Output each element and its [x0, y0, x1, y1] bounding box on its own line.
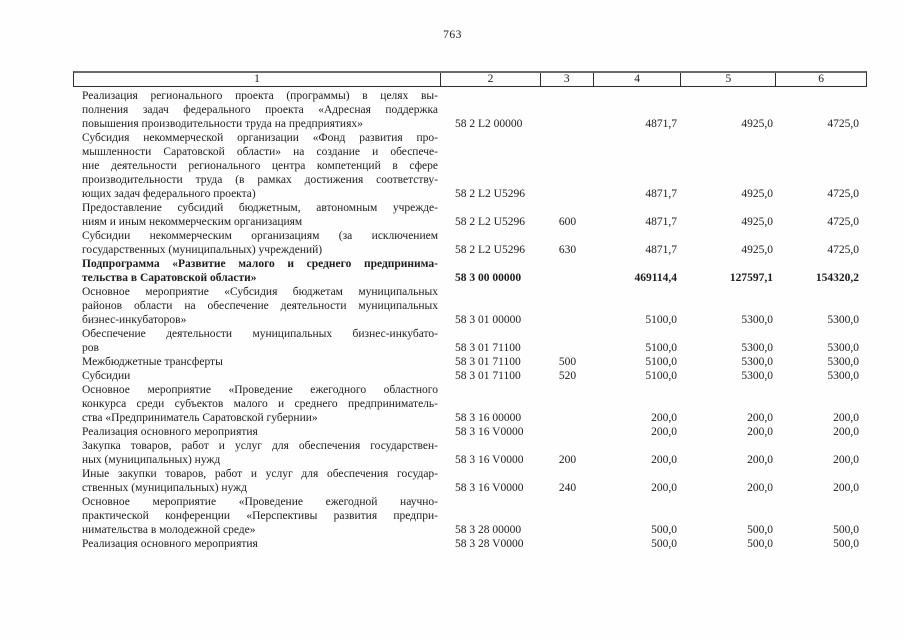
row-amount-col5: 4925,0	[741, 216, 773, 228]
row-label-line: мышленности Саратовской области» на создание и обеспече-	[82, 146, 438, 158]
row-label-line: Основное мероприятие «Проведение ежегодного областного	[82, 384, 438, 396]
row-amount-col4: 5100,0	[645, 342, 677, 354]
row-label-line: Обеспечение деятельности муниципальных бизнес-инкубато-	[82, 328, 438, 340]
row-label	[73, 355, 441, 369]
row-expense-type-code: 240	[558, 482, 577, 494]
row-amount-col6: 4725,0	[827, 118, 859, 130]
row-target-article-code: 58 3 16 V0000	[455, 482, 524, 494]
header-cell-3: 3	[541, 73, 594, 86]
row-amount-col5: 200,0	[747, 412, 773, 424]
row-label-line: районов области на обеспечение деятельности муниципальных	[82, 300, 438, 312]
row-amount-col4: 5100,0	[645, 356, 677, 368]
row-target-article-code: 58 3 00 00000	[455, 272, 522, 284]
row-amount-col5: 4925,0	[741, 188, 773, 200]
row-label	[73, 229, 441, 257]
row-label	[73, 285, 441, 327]
row-label-line: ственных (муниципальных) нужд	[82, 482, 247, 494]
row-amount-col4: 469114,4	[634, 272, 677, 284]
row-label	[73, 425, 441, 439]
page-number: 763	[443, 29, 462, 41]
row-label-line: ства «Предприниматель Саратовской губернии»	[82, 412, 318, 424]
row-label-line: производительности труда (в рамках достижения соответству-	[82, 174, 438, 186]
row-expense-type-code: 630	[558, 244, 577, 256]
row-expense-type-code: 200	[558, 454, 577, 466]
row-amount-col4: 4871,7	[645, 188, 677, 200]
row-target-article-code: 58 3 01 71100	[455, 342, 521, 354]
row-amount-col6: 500,0	[833, 524, 859, 536]
row-label-line: Субсидия некоммерческой организации «Фонд развития про-	[82, 132, 438, 144]
table-row	[73, 257, 867, 285]
row-label-line: ниям и иным некоммерческим организациям	[82, 216, 303, 228]
row-target-article-code: 58 3 16 V0000	[455, 426, 524, 438]
row-label-line: полнения задач федерального проекта «Адресная поддержка	[82, 104, 438, 116]
row-label-line: Основное мероприятие «Субсидия бюджетам муниципальных	[82, 286, 438, 298]
row-amount-col4: 200,0	[651, 412, 677, 424]
row-amount-col5: 127597,1	[729, 272, 773, 284]
row-amount-col6: 200,0	[833, 426, 859, 438]
row-amount-col6: 4725,0	[827, 244, 859, 256]
row-label	[73, 201, 441, 229]
row-label-line: Субсидии некоммерческим организациям (за исключением	[82, 230, 438, 242]
table-row	[73, 439, 867, 467]
header-cell-5: 5	[681, 73, 776, 86]
row-amount-col5: 200,0	[747, 454, 773, 466]
row-amount-col5: 5300,0	[741, 370, 773, 382]
row-target-article-code: 58 2 L2 U5296	[455, 188, 525, 200]
header-cell-4: 4	[594, 73, 682, 86]
row-label	[73, 537, 441, 551]
row-target-article-code: 58 2 L2 U5296	[455, 216, 525, 228]
row-amount-col4: 200,0	[651, 454, 677, 466]
row-amount-col5: 4925,0	[741, 244, 773, 256]
row-label-line: ров	[82, 342, 99, 354]
row-amount-col5: 200,0	[747, 482, 773, 494]
budget-allocations-table	[73, 71, 867, 551]
table-row	[73, 495, 867, 537]
row-label	[73, 257, 441, 285]
table-row	[73, 383, 867, 425]
row-label-line: Субсидии	[82, 370, 131, 382]
row-label-line: Закупка товаров, работ и услуг для обеспечения государствен-	[82, 440, 438, 452]
row-target-article-code: 58 3 28 00000	[455, 524, 522, 536]
row-amount-col4: 4871,7	[645, 216, 677, 228]
row-amount-col6: 5300,0	[827, 370, 859, 382]
row-amount-col6: 154320,2	[815, 272, 859, 284]
row-amount-col6: 5300,0	[827, 356, 859, 368]
table-row	[73, 467, 867, 495]
row-label-line: ние деятельности регионального центра компетенций в сфере	[82, 160, 438, 172]
row-target-article-code: 58 3 16 00000	[455, 412, 522, 424]
row-amount-col5: 4925,0	[741, 118, 773, 130]
row-label-line: Межбюджетные трансферты	[82, 356, 223, 368]
table-row	[73, 89, 867, 131]
row-amount-col6: 5300,0	[827, 314, 859, 326]
table-row	[73, 369, 867, 383]
row-amount-col5: 500,0	[747, 538, 773, 550]
table-row	[73, 201, 867, 229]
row-label	[73, 439, 441, 467]
row-amount-col4: 500,0	[651, 524, 677, 536]
row-expense-type-code: 500	[558, 356, 577, 368]
row-amount-col5: 200,0	[747, 426, 773, 438]
row-label-line: Основное мероприятие «Проведение ежегодной научно-	[82, 496, 438, 508]
row-expense-type-code: 520	[558, 370, 577, 382]
row-target-article-code: 58 3 01 00000	[455, 314, 522, 326]
row-amount-col4: 5100,0	[645, 370, 677, 382]
row-label-line: конкурса среди субъектов малого и среднего предприниматель-	[82, 398, 438, 410]
row-amount-col6: 200,0	[833, 412, 859, 424]
row-label-line: повышения производительности труда на предприятиях»	[82, 118, 363, 130]
row-target-article-code: 58 3 01 71100	[455, 370, 521, 382]
row-label-line: Реализация основного мероприятия	[82, 538, 258, 550]
row-label-line: тельства в Саратовской области»	[82, 272, 257, 284]
row-amount-col6: 500,0	[833, 538, 859, 550]
table-row	[73, 229, 867, 257]
header-cell-1: 1	[74, 73, 441, 86]
row-amount-col5: 5300,0	[741, 342, 773, 354]
row-label	[73, 467, 441, 495]
row-label-line: нимательства в молодежной среде»	[82, 524, 256, 536]
row-amount-col5: 5300,0	[741, 314, 773, 326]
row-label-line: Предоставление субсидий бюджетным, автономным учрежде-	[82, 202, 438, 214]
row-label-line: Реализация регионального проекта (программы) в целях вы-	[82, 90, 438, 102]
row-amount-col4: 200,0	[651, 482, 677, 494]
row-label-line: государственных (муниципальных) учреждений)	[82, 244, 323, 256]
row-amount-col5: 5300,0	[741, 356, 773, 368]
table-body	[73, 87, 867, 551]
table-row	[73, 537, 867, 551]
row-label	[73, 131, 441, 201]
row-label	[73, 327, 441, 355]
row-amount-col4: 4871,7	[645, 118, 677, 130]
row-label	[73, 89, 441, 131]
row-label-line: Подпрограмма «Развитие малого и среднего предпринима-	[82, 258, 438, 270]
row-target-article-code: 58 2 L2 U5296	[455, 244, 525, 256]
row-amount-col6: 5300,0	[827, 342, 859, 354]
row-label	[73, 369, 441, 383]
table-row	[73, 425, 867, 439]
row-amount-col4: 4871,7	[645, 244, 677, 256]
row-target-article-code: 58 3 28 V0000	[455, 538, 524, 550]
table-header-row	[73, 71, 867, 87]
row-amount-col6: 200,0	[833, 454, 859, 466]
table-row	[73, 285, 867, 327]
row-label-line: бизнес-инкубаторов»	[82, 314, 187, 326]
header-cell-2: 2	[441, 73, 541, 86]
row-amount-col4: 200,0	[651, 426, 677, 438]
table-row	[73, 355, 867, 369]
row-label	[73, 495, 441, 537]
row-target-article-code: 58 3 01 71100	[455, 356, 521, 368]
row-amount-col6: 200,0	[833, 482, 859, 494]
row-amount-col6: 4725,0	[827, 216, 859, 228]
row-expense-type-code: 600	[558, 216, 577, 228]
row-label-line: ных (муниципальных) нужд	[82, 454, 221, 466]
row-target-article-code: 58 3 16 V0000	[455, 454, 524, 466]
row-label	[73, 383, 441, 425]
row-amount-col6: 4725,0	[827, 188, 859, 200]
row-amount-col4: 500,0	[651, 538, 677, 550]
row-label-line: ющих задач федерального проекта)	[82, 188, 256, 200]
row-amount-col5: 500,0	[747, 524, 773, 536]
row-target-article-code: 58 2 L2 00000	[455, 118, 523, 130]
row-label-line: Иные закупки товаров, работ и услуг для обеспечения государ-	[82, 468, 438, 480]
row-label-line: Реализация основного мероприятия	[82, 426, 258, 438]
table-row	[73, 327, 867, 355]
row-amount-col4: 5100,0	[645, 314, 677, 326]
header-cell-6: 6	[818, 73, 824, 85]
row-label-line: практической конференции «Перспективы развития предпри-	[82, 510, 438, 522]
table-row	[73, 131, 867, 201]
